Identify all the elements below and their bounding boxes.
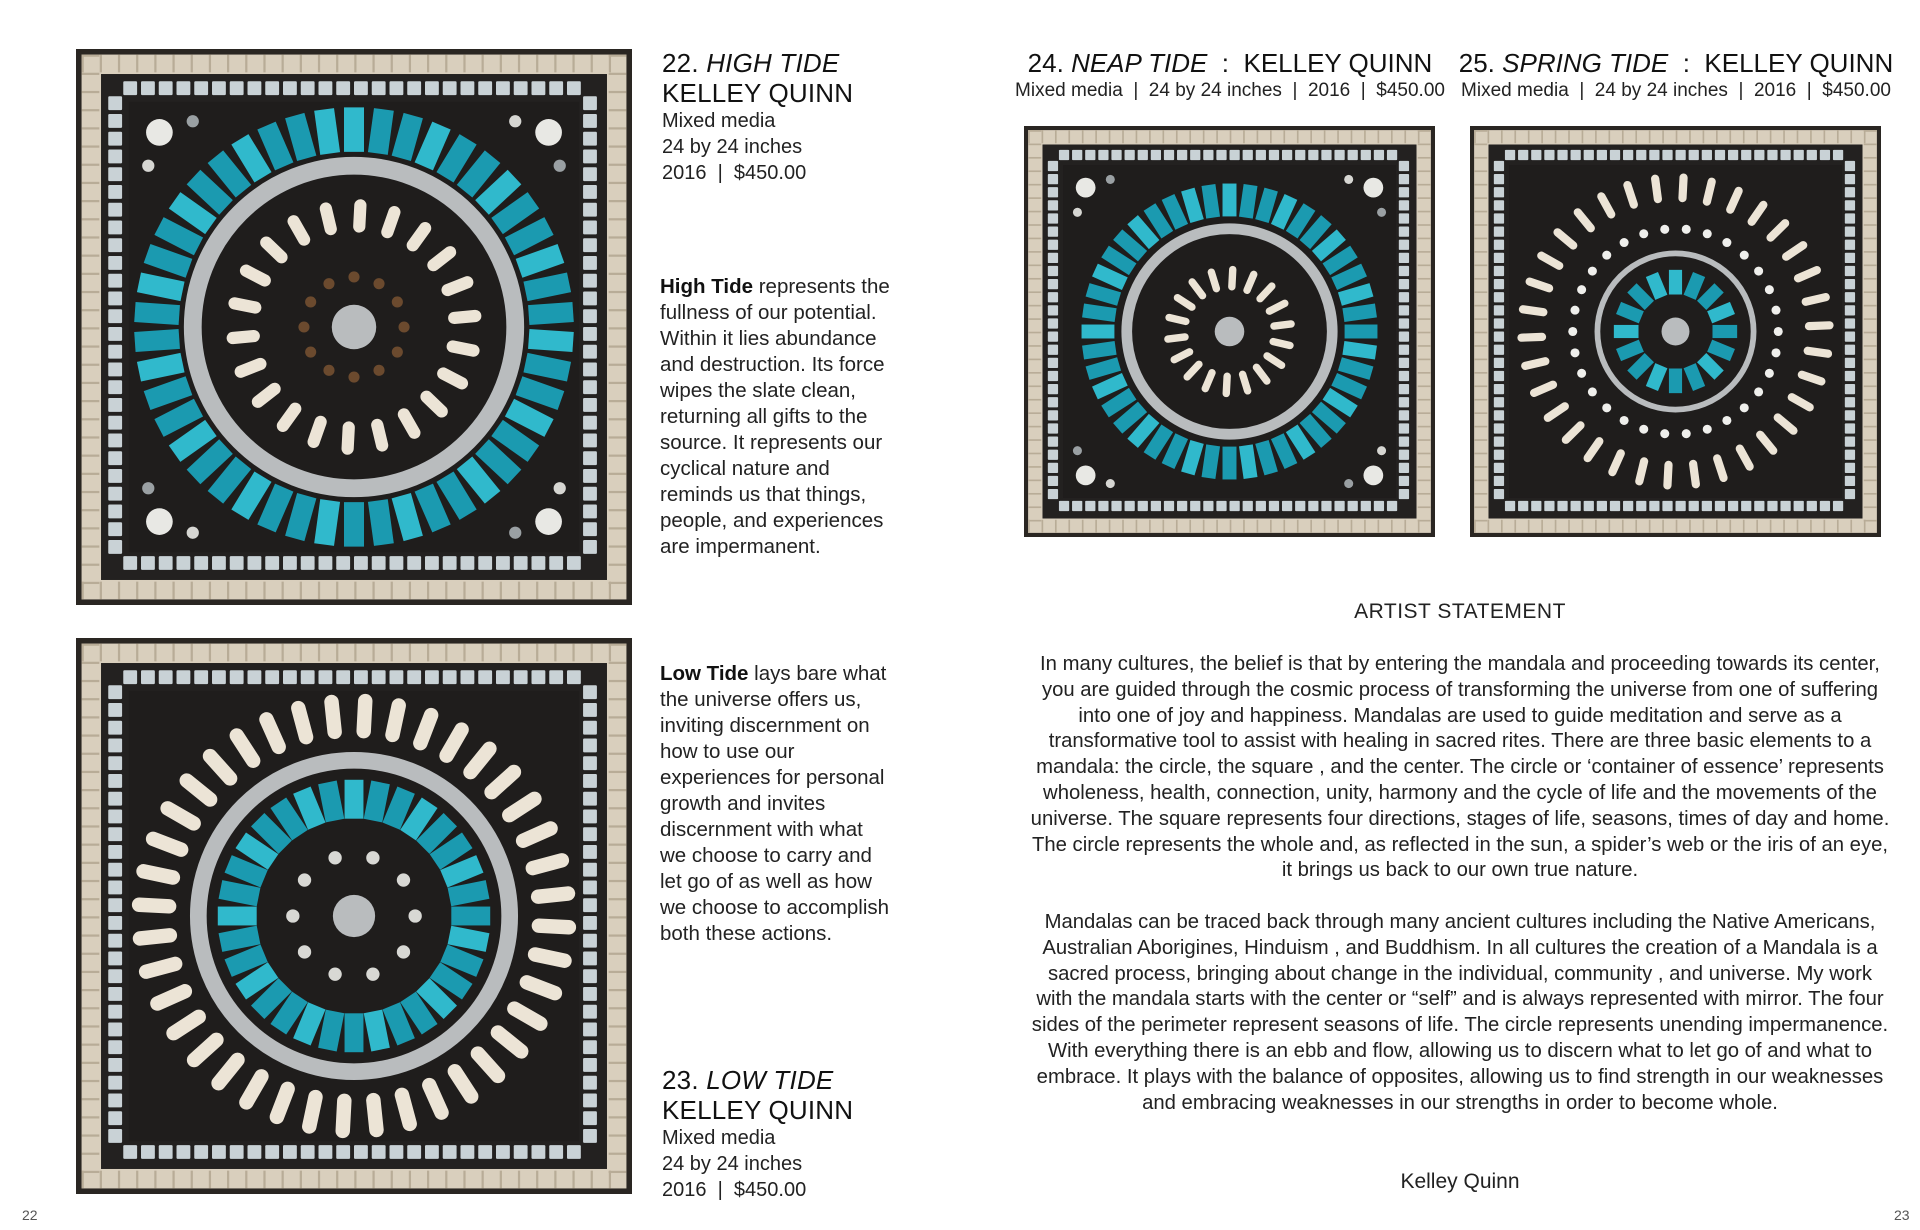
statement-paragraph-2: Mandalas can be traced back through many ancient cultures including the Native Americans, Australian Aborigines, Hinduism , and Buddhism. In all cultures the creation of a Mandala is a sacred process, bringing about change in the individual, community , and universe. My work with the mandala starts with the center or “self” and is always represented with mirror. The four sides of the perimeter represent seasons of life. The circle represents unending impermanence. With everything there is an ebb and flow, allowing us to discern what to let go of and what to embrace. It plays with the balance of opposites, allowing us to find strength in our weaknesses and embracing weaknesses in our strengths in order to become whole. bbox=[1031, 911, 1889, 1114]
work-title: 22. HIGH TIDE bbox=[662, 48, 840, 78]
neap-tide-artwork bbox=[1024, 126, 1435, 537]
work-medium: Mixed media bbox=[662, 1127, 776, 1149]
work-size: 24 by 24 inches bbox=[662, 136, 803, 158]
caption-high-tide bbox=[662, 48, 853, 186]
work-title: 23. LOW TIDE bbox=[662, 1065, 834, 1095]
page-number-right: 23 bbox=[1894, 1207, 1910, 1223]
page-number-left: 22 bbox=[22, 1207, 38, 1223]
caption-neap-tide bbox=[1000, 48, 1460, 104]
work-year-price: 2016 | $450.00 bbox=[662, 1179, 807, 1201]
statement-heading: ARTIST STATEMENT bbox=[1354, 600, 1566, 623]
work-title: 24. NEAP TIDE : KELLEY QUINN bbox=[1027, 48, 1433, 78]
statement-signature: Kelley Quinn bbox=[1400, 1170, 1520, 1193]
high-tide-description: High Tide represents the fullness of our potential. Within it lies abundance and destruction. Its force wipes the slate clean, returning all gifts to the source. It represents our cyclical nature and reminds us that things, people, and experiences are impermanent. bbox=[660, 275, 890, 558]
caption-low-tide bbox=[662, 1065, 853, 1203]
work-title: 25. SPRING TIDE : KELLEY QUINN bbox=[1458, 48, 1894, 78]
statement-paragraph-1: In many cultures, the belief is that by entering the mandala and proceeding towards its center, you are guided through the cosmic process of transforming the universe from one of suffering into one of joy and happiness. Mandalas are used to guide meditation and serve as a transformative tool to assist with healing in sacred rites. There are three basic elements to a mandala: the circle, the square , and the center. The circle or ‘container of essence’ represents wholeness, health, connection, unity, harmony and the cycle of life and the movements of the universe. The square represents four directions, stages of life, seasons, times of day and home. The circle represents the whole and, as reflected in the sun, a spider’s web or the iris of an eye, it brings us back to our own true nature. bbox=[1030, 653, 1890, 882]
work-artist: KELLEY QUINN bbox=[662, 1095, 854, 1125]
work-medium: Mixed media bbox=[662, 110, 776, 132]
low-tide-artwork bbox=[76, 638, 632, 1194]
high-tide-artwork bbox=[76, 49, 632, 605]
work-meta: Mixed media | 24 by 24 inches | 2016 | $450.00 bbox=[1461, 80, 1891, 101]
low-tide-description: Low Tide lays bare what the universe offers us, inviting discernment on how to use our experiences for personal growth and invites discernment with what we choose to carry and let go of as well as how we choose to accomplish both these actions. bbox=[660, 662, 890, 945]
work-artist: KELLEY QUINN bbox=[662, 78, 854, 108]
spring-tide-artwork bbox=[1470, 126, 1881, 537]
work-meta: Mixed media | 24 by 24 inches | 2016 | $450.00 bbox=[1015, 80, 1445, 101]
work-year-price: 2016 | $450.00 bbox=[662, 162, 807, 184]
work-size: 24 by 24 inches bbox=[662, 1153, 803, 1175]
caption-spring-tide bbox=[1446, 48, 1906, 104]
